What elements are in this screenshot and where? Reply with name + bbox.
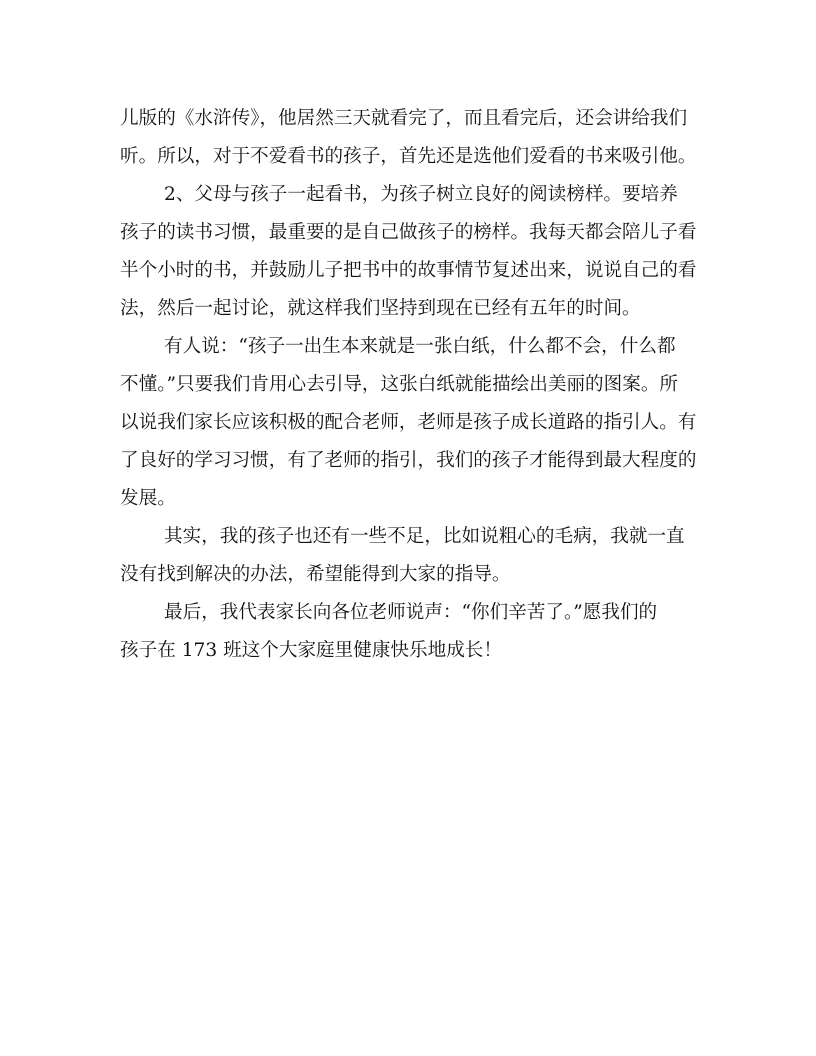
document-body <box>120 100 700 670</box>
text-line: 发展。 <box>120 488 176 509</box>
text-line: 半个小时的书，并鼓励儿子把书中的故事情节复述出来，说说自己的看 <box>120 260 697 281</box>
text-line: 听。所以，对于不爱看书的孩子，首先还是选他们爱看的书来吸引他。 <box>120 146 697 167</box>
text-line: 儿版的《水浒传》，他居然三天就看完了，而且看完后，还会讲给我们 <box>120 108 688 129</box>
text-line: 孩子在 173 班这个大家庭里健康快乐地成长！ <box>120 640 502 661</box>
text-line: 其实，我的孩子也还有一些不足，比如说粗心的毛病，我就一直 <box>164 526 685 547</box>
text-line: 孩子的读书习惯，最重要的是自己做孩子的榜样。我每天都会陪儿子看 <box>120 222 697 243</box>
text-line: 以说我们家长应该积极的配合老师，老师是孩子成长道路的指引人。有 <box>120 412 697 433</box>
text-line: 最后，我代表家长向各位老师说声：“你们辛苦了。”愿我们的 <box>164 602 658 623</box>
text-line: 不懂。”只要我们肯用心去引导，这张白纸就能描绘出美丽的图案。所 <box>120 374 679 395</box>
text-line: 2、父母与孩子一起看书，为孩子树立良好的阅读榜样。要培养 <box>164 184 678 205</box>
text-line: 没有找到解决的办法，希望能得到大家的指导。 <box>120 564 511 585</box>
text-line: 法，然后一起讨论，就这样我们坚持到现在已经有五年的时间。 <box>120 298 641 319</box>
text-line: 有人说：“孩子一出生本来就是一张白纸，什么都不会，什么都 <box>164 336 676 357</box>
text-line: 了良好的学习习惯，有了老师的指引，我们的孩子才能得到最大程度的 <box>120 450 697 471</box>
